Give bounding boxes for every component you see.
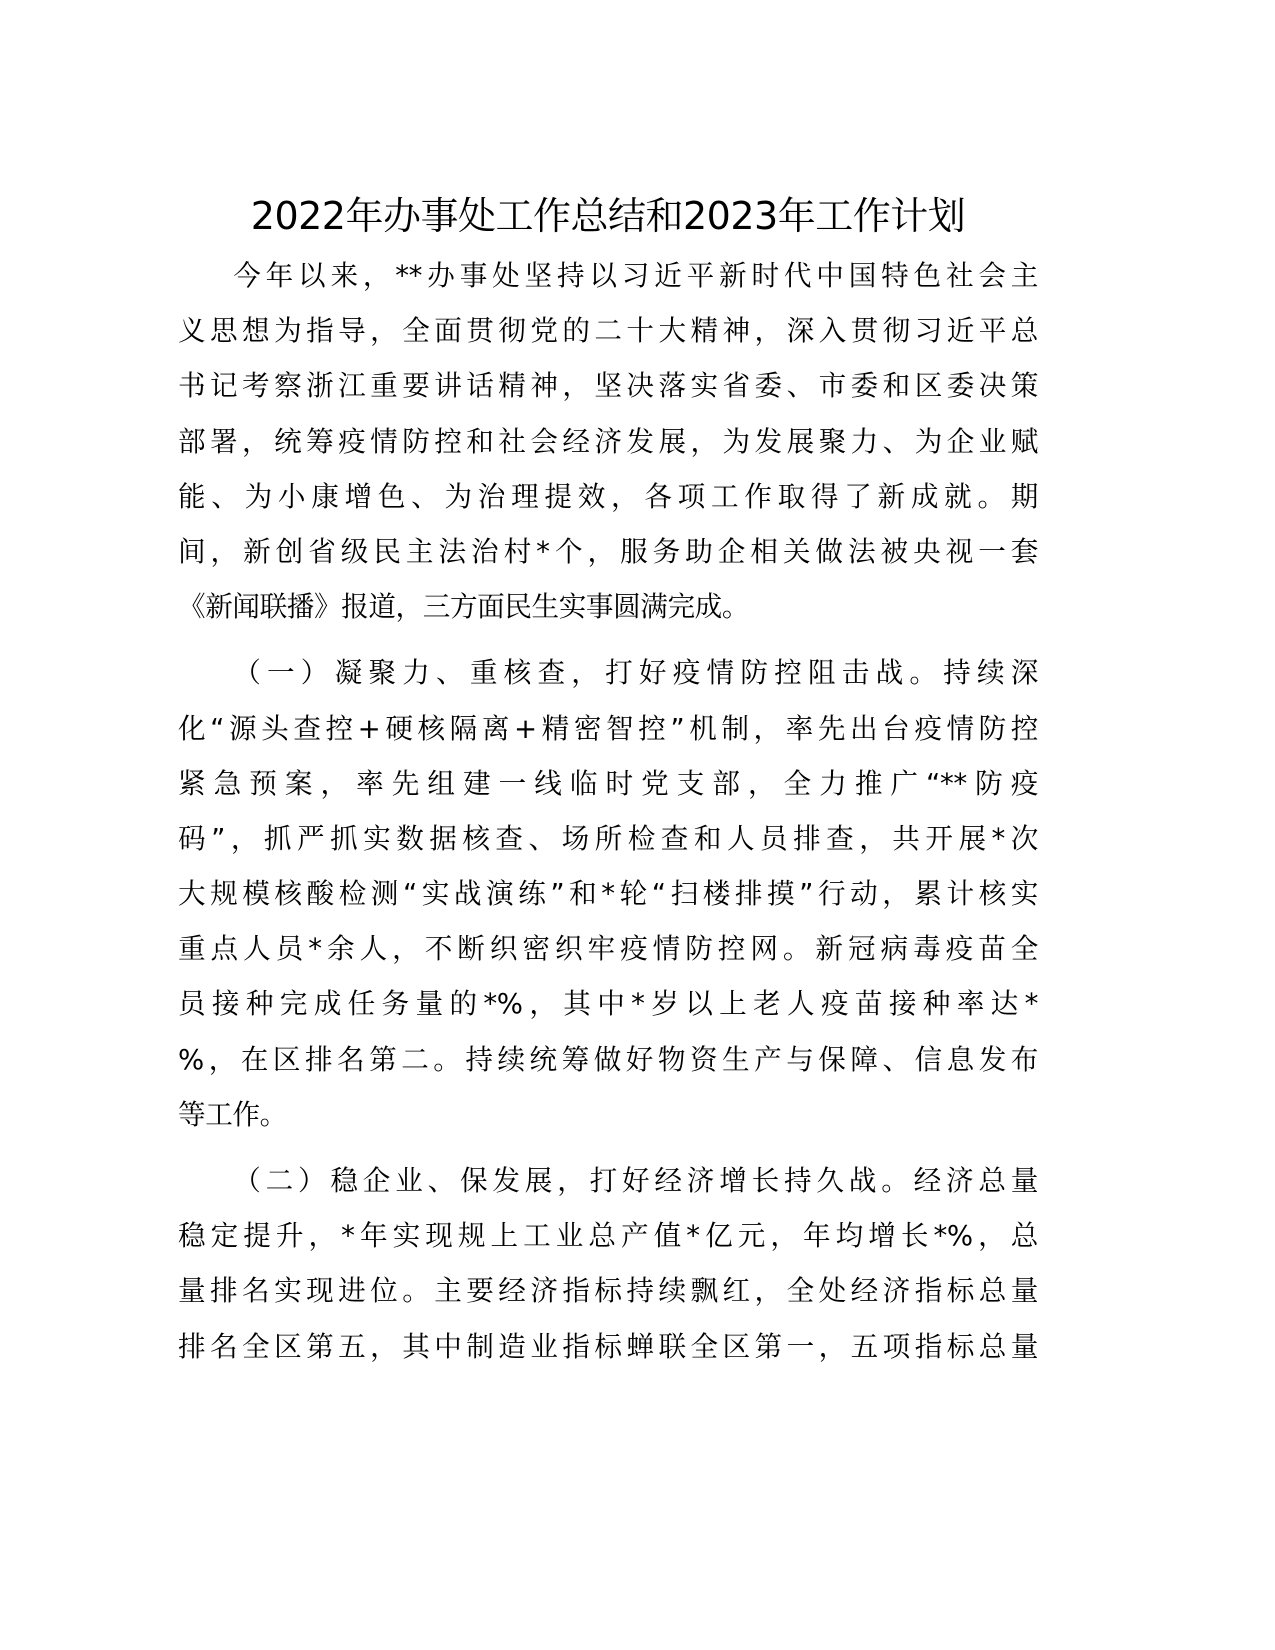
- paragraph-line: 员接种完成任务量的*%，其中*岁以上老人疫苗接种率达*: [178, 987, 1038, 1021]
- paragraph-line: 排名全区第五，其中制造业指标蝉联全区第一，五项指标总量: [178, 1329, 1038, 1363]
- intro-paragraph: [178, 248, 1038, 634]
- paragraph-line: 码”，抓严抓实数据核查、场所检查和人员排查，共开展*次: [178, 821, 1038, 855]
- document-title: 2022年办事处工作总结和2023年工作计划: [250, 194, 966, 238]
- paragraph-line: %，在区排名第二。持续统筹做好物资生产与保障、信息发布: [178, 1042, 1038, 1076]
- paragraph-line: 今年以来，**办事处坚持以习近平新时代中国特色社会主: [233, 259, 1038, 292]
- paragraph-line: （二）稳企业、保发展，打好经济增长持久战。经济总量: [233, 1164, 1038, 1197]
- paragraph-line: 《新闻联播》报道，三方面民生实事圆满完成。: [178, 590, 750, 624]
- paragraph-line: 量排名实现进位。主要经济指标持续飘红，全处经济指标总量: [178, 1274, 1038, 1308]
- paragraph-line: 稳定提升，*年实现规上工业总产值*亿元，年均增长*%，总: [178, 1219, 1038, 1253]
- section-two-paragraph: [178, 1153, 1038, 1374]
- paragraph-line: 化“源头查控+硬核隔离+精密智控”机制，率先出台疫情防控: [178, 711, 1038, 745]
- title-block: [178, 188, 1038, 244]
- paragraph-line: （一）凝聚力、重核查，打好疫情防控阻击战。持续深: [233, 656, 1038, 690]
- paragraph-line: 书记考察浙江重要讲话精神，坚决落实省委、市委和区委决策: [178, 369, 1038, 403]
- document-page: [178, 188, 1038, 1374]
- paragraph-line: 能、为小康增色、为治理提效，各项工作取得了新成就。期: [178, 479, 1038, 513]
- paragraph-line: 义思想为指导，全面贯彻党的二十大精神，深入贯彻习近平总: [178, 314, 1038, 348]
- paragraph-line: 等工作。: [178, 1097, 287, 1131]
- paragraph-line: 部署，统筹疫情防控和社会经济发展，为发展聚力、为企业赋: [178, 424, 1038, 458]
- section-one-paragraph: [178, 645, 1038, 1142]
- paragraph-line: 重点人员*余人，不断织密织牢疫情防控网。新冠病毒疫苗全: [178, 932, 1038, 966]
- paragraph-line: 紧急预案，率先组建一线临时党支部，全力推广“**防疫: [178, 766, 1038, 800]
- paragraph-line: 大规模核酸检测“实战演练”和*轮“扫楼排摸”行动，累计核实: [178, 877, 1038, 911]
- paragraph-line: 间，新创省级民主法治村*个，服务助企相关做法被央视一套: [178, 534, 1038, 568]
